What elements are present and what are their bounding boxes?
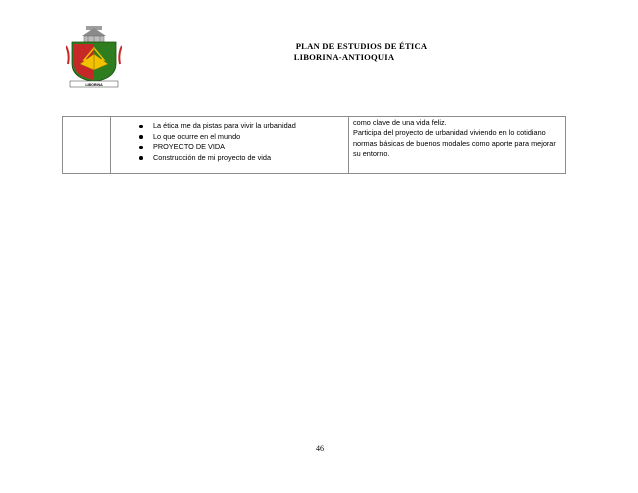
crest-banner-text: LIBORINA (85, 82, 103, 87)
page-number: 46 (316, 444, 324, 453)
achievement-text: Participa del proyecto de urbanidad viviendo en lo cotidiano normas básicas de buenos modales como aporte para mejorar su entorno. (353, 128, 556, 159)
table-column-divider (110, 117, 111, 173)
document-subtitle: LIBORINA-ANTIOQUIA (293, 52, 395, 62)
topics-list (139, 121, 344, 163)
school-crest-icon (66, 24, 122, 88)
curriculum-table (62, 116, 566, 174)
document-header (200, 41, 480, 63)
list-item: La ética me da pistas para vivir la urbanidad (139, 121, 344, 132)
table-column-divider (348, 117, 349, 173)
document-title: PLAN DE ESTUDIOS DE ÉTICA (295, 41, 428, 51)
list-item: Construcción de mi proyecto de vida (139, 153, 344, 164)
achievements-cell (353, 118, 565, 160)
achievement-text: como clave de una vida feliz. (353, 118, 447, 127)
list-item: PROYECTO DE VIDA (139, 142, 344, 153)
list-item: Lo que ocurre en el mundo (139, 132, 344, 143)
